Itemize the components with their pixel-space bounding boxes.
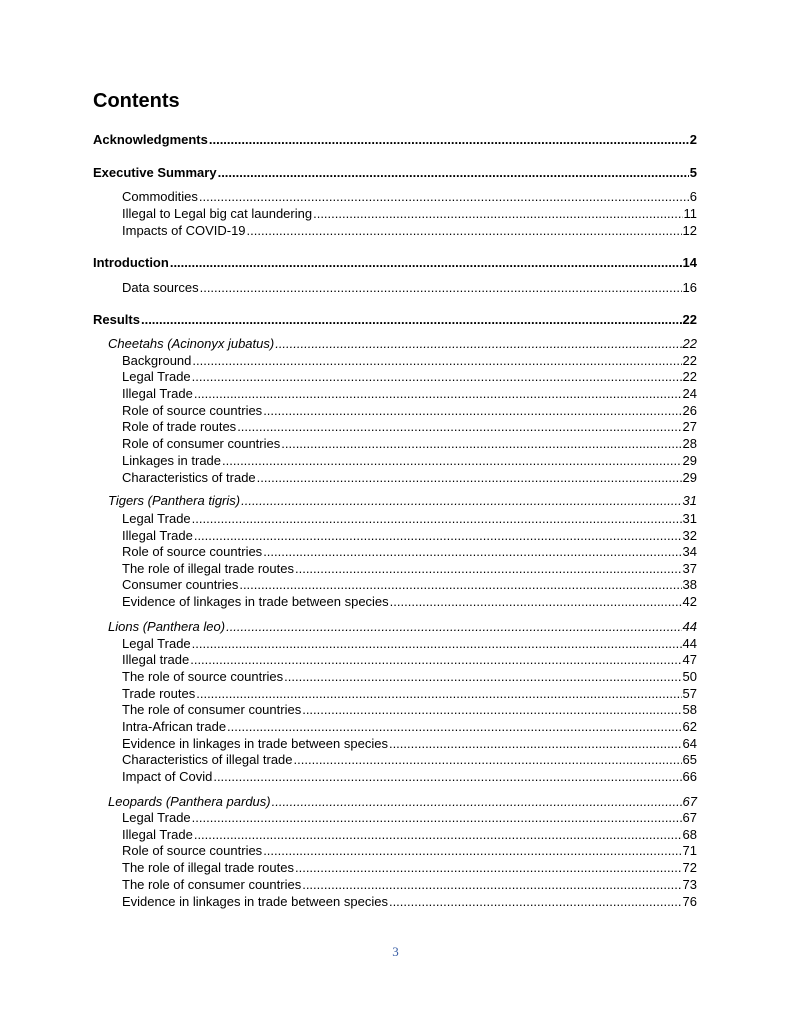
dot-leader xyxy=(222,453,682,469)
dot-leader xyxy=(389,894,682,910)
dot-leader xyxy=(295,860,682,876)
dot-leader xyxy=(200,280,682,296)
dot-leader xyxy=(237,419,681,435)
toc-entry[interactable] xyxy=(93,312,697,328)
dot-leader xyxy=(190,652,681,668)
toc-entry-label: The role of source countries xyxy=(122,669,284,684)
toc-entry-label: Evidence of linkages in trade between species xyxy=(122,594,389,609)
toc-entry[interactable] xyxy=(122,419,697,435)
dot-leader xyxy=(218,165,689,181)
toc-entry-label: Role of source countries xyxy=(122,544,263,559)
dot-leader xyxy=(194,827,682,843)
dot-leader xyxy=(192,369,682,385)
toc-entry-label: Results xyxy=(93,312,140,327)
toc-entry-label: Trade routes xyxy=(122,686,196,701)
dot-leader xyxy=(241,493,681,509)
toc-entry-page: 12 xyxy=(682,223,697,238)
dot-leader xyxy=(226,619,681,635)
toc-entry-page: 67 xyxy=(682,794,697,809)
toc-entry[interactable] xyxy=(122,769,697,785)
toc-entry-label: The role of illegal trade routes xyxy=(122,860,294,875)
toc-entry-page: 62 xyxy=(682,719,697,734)
toc-entry-label: Legal Trade xyxy=(122,636,191,651)
toc-entry[interactable] xyxy=(122,894,697,910)
toc-entry[interactable] xyxy=(122,353,697,369)
dot-leader xyxy=(192,810,682,826)
toc-entry-label: Cheetahs (Acinonyx jubatus) xyxy=(108,336,275,351)
toc-entry-page: 22 xyxy=(682,312,697,327)
toc-entry[interactable] xyxy=(93,165,697,181)
dot-leader xyxy=(263,843,681,859)
toc-entry-label: The role of illegal trade routes xyxy=(122,561,294,576)
toc-entry-page: 50 xyxy=(682,669,697,684)
toc-entry-page: 57 xyxy=(682,686,697,701)
toc-entry-page: 14 xyxy=(682,255,697,270)
toc-entry-page: 22 xyxy=(682,369,697,384)
toc-entry-page: 11 xyxy=(683,206,697,221)
toc-entry[interactable] xyxy=(122,561,697,577)
dot-leader xyxy=(263,403,681,419)
toc-entry-label: The role of consumer countries xyxy=(122,702,302,717)
toc-entry[interactable] xyxy=(122,702,697,718)
toc-entry-page: 47 xyxy=(682,652,697,667)
toc-entry-label: Role of source countries xyxy=(122,403,263,418)
toc-entry-label: Characteristics of illegal trade xyxy=(122,752,293,767)
dot-leader xyxy=(209,132,689,148)
toc-entry[interactable] xyxy=(122,577,697,593)
dot-leader xyxy=(257,470,682,486)
toc-entry-label: Executive Summary xyxy=(93,165,217,180)
toc-entry-page: 27 xyxy=(682,419,697,434)
toc-entry-label: Impacts of COVID-19 xyxy=(122,223,246,238)
toc-entry[interactable] xyxy=(93,132,697,148)
toc-entry[interactable] xyxy=(122,810,697,826)
toc-entry-label: Linkages in trade xyxy=(122,453,222,468)
toc-entry-label: Illegal Trade xyxy=(122,386,193,401)
toc-entry-page: 37 xyxy=(682,561,697,576)
dot-leader xyxy=(170,255,682,271)
toc-entry-page: 5 xyxy=(689,165,697,180)
toc-entry-page: 22 xyxy=(682,353,697,368)
toc-entry-label: Background xyxy=(122,353,192,368)
toc-entry[interactable] xyxy=(122,843,697,859)
toc-entry-label: Role of consumer countries xyxy=(122,436,281,451)
toc-entry-page: 44 xyxy=(682,636,697,651)
dot-leader xyxy=(192,353,681,369)
toc-entry[interactable] xyxy=(108,493,697,509)
toc-entry[interactable] xyxy=(122,386,697,402)
dot-leader xyxy=(263,544,681,560)
toc-entry[interactable] xyxy=(122,752,697,768)
dot-leader xyxy=(194,386,682,402)
toc-entry-label: Evidence in linkages in trade between species xyxy=(122,736,388,751)
toc-entry-label: Impact of Covid xyxy=(122,769,213,784)
toc-entry[interactable] xyxy=(122,686,697,702)
dot-leader xyxy=(227,719,681,735)
toc-entry-page: 2 xyxy=(689,132,697,147)
toc-entry-label: Intra-African trade xyxy=(122,719,227,734)
dot-leader xyxy=(302,877,681,893)
toc-entry-page: 26 xyxy=(682,403,697,418)
toc-entry[interactable] xyxy=(122,594,697,610)
toc-entry-page: 31 xyxy=(682,493,697,508)
toc-entry-page: 71 xyxy=(682,843,697,858)
toc-entry-label: Illegal Trade xyxy=(122,528,193,543)
dot-leader xyxy=(247,223,682,239)
toc-entry-label: Evidence in linkages in trade between species xyxy=(122,894,388,909)
toc-entry[interactable] xyxy=(122,544,697,560)
toc-entry-page: 38 xyxy=(682,577,697,592)
toc-entry[interactable] xyxy=(122,736,697,752)
toc-entry-label: Illegal trade xyxy=(122,652,190,667)
toc-entry-label: Characteristics of trade xyxy=(122,470,256,485)
toc-entry-label: Consumer countries xyxy=(122,577,239,592)
toc-entry[interactable] xyxy=(122,223,697,239)
toc-entry[interactable] xyxy=(93,255,697,271)
dot-leader xyxy=(239,577,681,593)
toc-entry-page: 44 xyxy=(682,619,697,634)
toc-entry-label: Commodities xyxy=(122,189,198,204)
toc-entry[interactable] xyxy=(122,636,697,652)
toc-entry-page: 16 xyxy=(682,280,697,295)
toc-entry[interactable] xyxy=(122,280,697,296)
dot-leader xyxy=(294,752,682,768)
page-title: Contents xyxy=(93,90,180,112)
toc-entry-label: Illegal to Legal big cat laundering xyxy=(122,206,313,221)
toc-entry-page: 66 xyxy=(682,769,697,784)
toc-entry-page: 29 xyxy=(682,470,697,485)
toc-entry-label: Illegal Trade xyxy=(122,827,193,842)
toc-entry[interactable] xyxy=(122,436,697,452)
toc-entry-page: 32 xyxy=(682,528,697,543)
toc-entry-label: Data sources xyxy=(122,280,199,295)
toc-entry-label: The role of consumer countries xyxy=(122,877,302,892)
toc-entry-label: Acknowledgments xyxy=(93,132,208,147)
toc-entry-label: Leopards (Panthera pardus) xyxy=(108,794,271,809)
dot-leader xyxy=(199,189,689,205)
dot-leader xyxy=(192,636,682,652)
toc-entry-page: 65 xyxy=(682,752,697,767)
toc-entry-label: Role of trade routes xyxy=(122,419,237,434)
dot-leader xyxy=(390,594,682,610)
toc-entry[interactable] xyxy=(122,860,697,876)
toc-entry[interactable] xyxy=(122,511,697,527)
dot-leader xyxy=(313,206,682,222)
toc-entry-page: 73 xyxy=(682,877,697,892)
toc-entry[interactable] xyxy=(122,719,697,735)
toc-entry-label: Legal Trade xyxy=(122,369,191,384)
toc-entry[interactable] xyxy=(122,453,697,469)
toc-entry-page: 22 xyxy=(682,336,697,351)
dot-leader xyxy=(389,736,682,752)
toc-entry-page: 28 xyxy=(682,436,697,451)
dot-leader xyxy=(295,561,682,577)
toc-entry[interactable] xyxy=(122,877,697,893)
toc-entry[interactable] xyxy=(122,652,697,668)
toc-entry[interactable] xyxy=(108,619,697,635)
toc-entry-page: 67 xyxy=(682,810,697,825)
toc-entry-page: 24 xyxy=(682,386,697,401)
toc-entry[interactable] xyxy=(122,189,697,205)
toc-entry-label: Lions (Panthera leo) xyxy=(108,619,226,634)
toc-entry-label: Tigers (Panthera tigris) xyxy=(108,493,241,508)
toc-entry[interactable] xyxy=(108,794,697,810)
toc-entry[interactable] xyxy=(122,827,697,843)
toc-entry-page: 58 xyxy=(682,702,697,717)
dot-leader xyxy=(302,702,681,718)
toc-entry-label: Legal Trade xyxy=(122,810,191,825)
toc-entry-page: 76 xyxy=(682,894,697,909)
dot-leader xyxy=(213,769,681,785)
toc-entry[interactable] xyxy=(122,403,697,419)
toc-entry[interactable] xyxy=(122,669,697,685)
toc-entry-page: 72 xyxy=(682,860,697,875)
dot-leader xyxy=(194,528,682,544)
toc-entry[interactable] xyxy=(122,206,697,222)
dot-leader xyxy=(141,312,682,328)
toc-entry-label: Legal Trade xyxy=(122,511,191,526)
dot-leader xyxy=(192,511,682,527)
dot-leader xyxy=(275,336,681,352)
toc-entry[interactable] xyxy=(122,369,697,385)
toc-entry-page: 68 xyxy=(682,827,697,842)
dot-leader xyxy=(196,686,681,702)
toc-entry-page: 34 xyxy=(682,544,697,559)
toc-entry-label: Role of source countries xyxy=(122,843,263,858)
dot-leader xyxy=(281,436,681,452)
toc-entry-page: 64 xyxy=(682,736,697,751)
toc-entry-label: Introduction xyxy=(93,255,169,270)
toc-entry-page: 29 xyxy=(682,453,697,468)
dot-leader xyxy=(272,794,682,810)
toc-entry-page: 6 xyxy=(689,189,697,204)
toc-entry[interactable] xyxy=(108,336,697,352)
page-number: 3 xyxy=(392,944,399,959)
dot-leader xyxy=(284,669,681,685)
toc-entry-page: 31 xyxy=(682,511,697,526)
toc-entry[interactable] xyxy=(122,470,697,486)
toc-entry[interactable] xyxy=(122,528,697,544)
toc-entry-page: 42 xyxy=(682,594,697,609)
